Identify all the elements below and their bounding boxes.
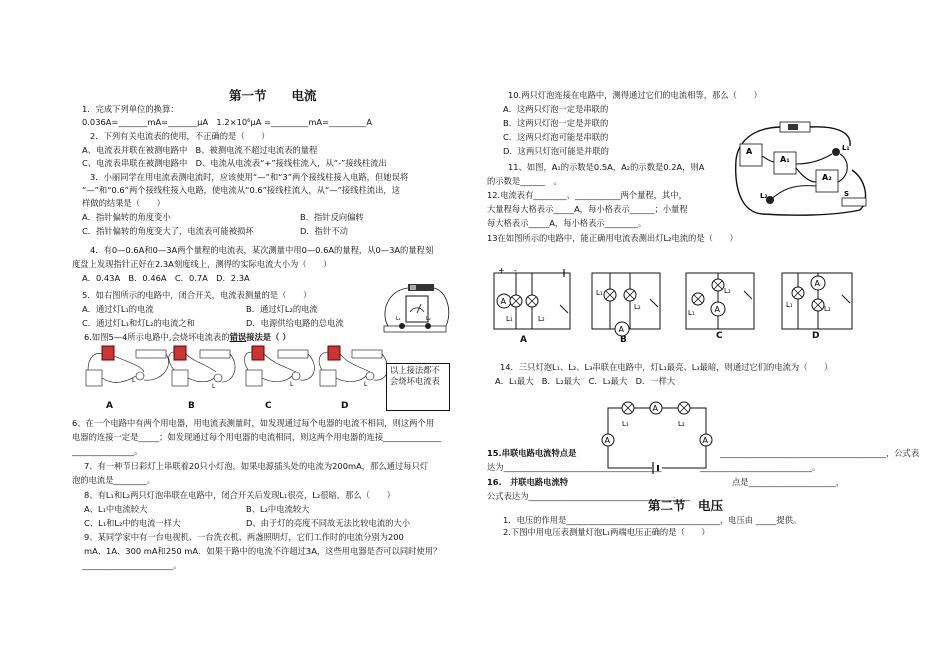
q13-figure-c (686, 273, 754, 329)
q10-option-a: A．这两只灯泡一定是串联的 (503, 104, 609, 114)
q4-text-line2: 度盘上发现指针正好在2.3A刻度线上，测得的实际电流大小为（ ） (72, 259, 332, 269)
ammeter-icon (172, 370, 188, 386)
q15-formula-line: 达为______________________________________ (487, 462, 662, 472)
q14-options: A．L₁最大 B．L₂最大 C．L₃最大 D．一样大 (495, 376, 676, 386)
bulb-icon (399, 323, 405, 329)
q9-text-line3: ______________________。 (82, 560, 182, 570)
q4-text-line1: 4．有0—0.6A和0—3A两个量程的电流表，某次测量中用0—0.6A的量程，从0—3A的量程刻 (90, 245, 434, 255)
bulb-icon (832, 148, 840, 156)
q8-option-c: C、L₁和L₂中的电流一样大 (84, 518, 181, 528)
q10-text: 10.两只灯泡连接在电路中，测得通过它们的电流相等，那么（ ） (508, 90, 762, 100)
svg-text:A: A (652, 404, 658, 413)
q13-circuit-figures (488, 265, 860, 333)
q9-text-line2: mA、1A、300 mA和250 mA．如果干路中的电流不许超过3A，这些用电器是否可以同时使用？ (84, 546, 442, 556)
voltage-q2: 2.下图中用电压表测量灯泡L₁两端电压正确的是（ ） (503, 527, 710, 537)
svg-text:L₂: L₂ (678, 420, 685, 428)
svg-text:-: - (514, 266, 517, 275)
q3-option-c: C．指针偏转的角度变大了，电流表可能被损坏 (82, 226, 254, 236)
bulb-icon (366, 372, 374, 380)
ammeter-icon (86, 370, 102, 386)
q16-answer-line: 点是_____________________， (732, 477, 845, 487)
q3-text-line1: 3．小丽同学在用电流表测电流时，应该使用“—”和“3”两个接线柱接入电路，但她误将 (90, 172, 409, 182)
q5-option-a: A．通过灯L₁的电流 (82, 304, 154, 314)
svg-text:L₁: L₁ (396, 316, 401, 322)
section-title-current: 第一节 电流 (229, 88, 317, 103)
q15-formula-line-end: ___________________________。 (700, 462, 821, 472)
switch-icon (352, 350, 382, 358)
svg-text:A: A (618, 325, 624, 334)
q3-option-a: A．指针偏转的角度变小 (82, 212, 171, 222)
q16-label: 16. 并联电路电流特 (487, 477, 569, 487)
q13-figure-b (592, 273, 660, 336)
svg-text:L₂: L₂ (760, 192, 768, 200)
ammeter-icon (246, 370, 262, 386)
q6-figure-d (319, 346, 387, 388)
q2-text: 2．下列有关电流表的使用，不正确的是（ ） (90, 131, 270, 141)
q5-option-d: D．电源供给电路的总电流 (246, 318, 344, 328)
q8-option-a: A、L₁中电流较大 (84, 504, 148, 514)
q3-option-b: B．指针反向偏转 (300, 212, 364, 222)
q11-circuit-figure (732, 120, 872, 218)
q8-option-d: D、由于灯的亮度不同故无法比较电流的大小 (246, 518, 411, 528)
switch-icon (560, 305, 568, 313)
q1-conversion: 0.036A=_______mA=_______μA 1.2×10⁶μA =_________mA=_________A (82, 117, 373, 127)
voltage-q1: 1．电压的作用是_____________________________________，电压由 _____提供。 (503, 515, 802, 525)
q10-option-d: D．这两只灯泡可能是并联的 (503, 146, 609, 156)
svg-text:L: L (364, 381, 368, 388)
q6-label-a: A (106, 401, 113, 411)
q13-label-d: D (812, 331, 820, 341)
battery-icon (252, 346, 264, 360)
svg-text:A₂: A₂ (822, 173, 832, 182)
svg-text:L₁: L₁ (688, 309, 695, 317)
q13-label-b: B (620, 335, 627, 345)
q5-option-c: C．通过灯L₁和灯L₂的电流之和 (82, 318, 195, 328)
svg-text:L: L (212, 383, 216, 390)
q12-text-line3: 每大格表示_____A，每小格表示________。 (487, 218, 647, 228)
svg-text:A: A (714, 305, 720, 314)
q6b-text-line2: 电器的连接一定是_____；如发现通过每个用电器的电流相同，则这两个用电器的连接______________ (72, 432, 442, 442)
q6-figure-b (169, 346, 235, 390)
q13-figure-d (782, 273, 852, 329)
switch-icon (200, 350, 230, 358)
q15-answer-line: ________________________________________，公式表 (720, 448, 920, 458)
q13-label-a: A (520, 335, 527, 345)
svg-text:L₂: L₂ (634, 303, 641, 311)
q3-option-d: D．指针不动 (300, 226, 348, 236)
q16-formula-line: 公式表达为_______________________________________ (487, 491, 691, 501)
q6b-text-line3: _______________。 (72, 446, 143, 456)
switch-icon (278, 350, 308, 358)
switch-icon (842, 198, 866, 206)
q13-text: 13在如图所示的电路中，能正确用电流表测出灯L₂电流的是（ ） (487, 233, 738, 243)
svg-text:L: L (132, 377, 136, 384)
svg-text:A: A (814, 279, 820, 288)
q15-label: 15.串联电路电流特点是 (487, 448, 577, 458)
q8-option-b: B、L₂中电流较大 (246, 504, 310, 514)
svg-text:L₁: L₁ (506, 315, 513, 323)
svg-text:L₁: L₁ (842, 144, 850, 152)
switch-icon (650, 299, 658, 307)
q6b-text-line1: 6、在一个电路中有两个用电器，用电流表测量时，如发现通过每个电器的电流不相同，则这两个用 (72, 418, 435, 428)
bulb-icon (136, 372, 144, 380)
q6-figure-a (86, 346, 169, 386)
switch-icon (744, 291, 752, 299)
svg-text:L₂: L₂ (824, 305, 831, 313)
ammeter-icon (320, 370, 336, 386)
svg-text:L₂: L₂ (724, 287, 731, 295)
q3-text-line2: “—”和“0.6”两个接线柱接入电路，使电流从“0.6”接线柱流入，从“—”接线柱流出，这 (82, 185, 400, 195)
q2-options-ab: A、电流表并联在被测电路中 B、被测电流不超过电流表的量程 (82, 145, 318, 155)
q8-text: 8、有L₁和L₂两只灯泡串联在电路中，闭合开关后发现L₁很亮，L₂很暗，那么（ ） (84, 490, 395, 500)
q14-text: 14．三只灯泡L₁、L₂、L₃串联在电路中，灯L₁最亮、L₃最暗，则通过它们的电流为（ ） (500, 362, 833, 372)
q12-text-line2: 大量程每大格表示_____A，每小格表示______；小量程 (487, 204, 688, 214)
ammeter-icon (406, 296, 428, 322)
q5-option-b: B．通过灯L₂的电流 (246, 304, 318, 314)
bulb-icon (425, 323, 431, 329)
svg-text:A: A (746, 147, 753, 156)
q6-circuit-figures (82, 342, 382, 400)
q12-text-line1: 12.电流表有________、___________两个量程，其中， (487, 190, 687, 200)
q7-text-line2: 泡的电流是________。 (72, 475, 155, 485)
bulb-icon (292, 372, 300, 380)
battery-icon (102, 346, 114, 360)
q4-options: A．0.43A B．0.46A C．0.7A D．2.3A (82, 273, 250, 283)
svg-text:L₁: L₁ (786, 301, 793, 309)
svg-text:A₁: A₁ (780, 155, 790, 164)
q1-text: 1．完成下列单位的换算： (82, 104, 179, 114)
svg-text:+: + (498, 266, 505, 275)
q6-option-e-box: 以上接法都不会烧坏电流表 (386, 363, 450, 411)
q6-label-b: B (188, 401, 195, 411)
q2-options-cd: C、电流表串联在被测电路中 D、电流从电流表“+”接线柱流入，从“-”接线柱流出 (82, 158, 387, 168)
switch-icon (842, 295, 850, 303)
svg-text:L₂: L₂ (538, 315, 545, 323)
svg-text:L₁: L₁ (622, 420, 629, 428)
q7-text-line1: 7、有一种节日彩灯上串联着20只小灯泡，如果电源插头处的电流为200mA，那么通过每只灯 (84, 461, 429, 471)
q13-figure-a (494, 266, 570, 329)
q11-text-line2: 的示数是______ 。 (487, 176, 562, 186)
q10-option-c: C．这两只灯泡可能是串联的 (503, 132, 609, 142)
svg-text:S: S (844, 190, 850, 198)
q6-text: 6.如图5—4所示电路中,会烧坏电流表的错误接法是（ ） (84, 332, 291, 342)
q11-text-line1: 11、如图，A₁的示数是0.5A，A₂的示数是0.2A，则A (508, 162, 705, 172)
q3-text-line3: 样做的结果是（ ） (82, 198, 165, 208)
q9-text-line1: 9、某同学家中有一台电视机、一台洗衣机、两盏照明灯，它们工作时的电流分别为200 (84, 532, 404, 542)
q6-figure-c (245, 346, 315, 388)
svg-text:L₂: L₂ (426, 316, 431, 322)
switch-icon (136, 350, 166, 358)
q6-label-d: D (341, 401, 349, 411)
q13-label-c: C (716, 331, 723, 341)
section-title-voltage: 第二节 电压 (648, 498, 724, 513)
battery-icon (328, 346, 340, 360)
svg-text:A: A (500, 297, 506, 306)
q5-circuit-figure (378, 282, 458, 340)
q5-text: 5．如右图所示的电路中，闭合开关，电流表测量的是（ ） (82, 290, 312, 300)
svg-text:A: A (702, 436, 708, 445)
q6-label-c: C (265, 401, 272, 411)
svg-text:A: A (604, 436, 610, 445)
bulb-icon (214, 374, 222, 382)
battery-icon (174, 346, 186, 360)
q10-option-b: B．这两只灯泡一定是并联的 (503, 118, 609, 128)
svg-text:L₁: L₁ (596, 289, 603, 297)
svg-text:L: L (290, 381, 294, 388)
